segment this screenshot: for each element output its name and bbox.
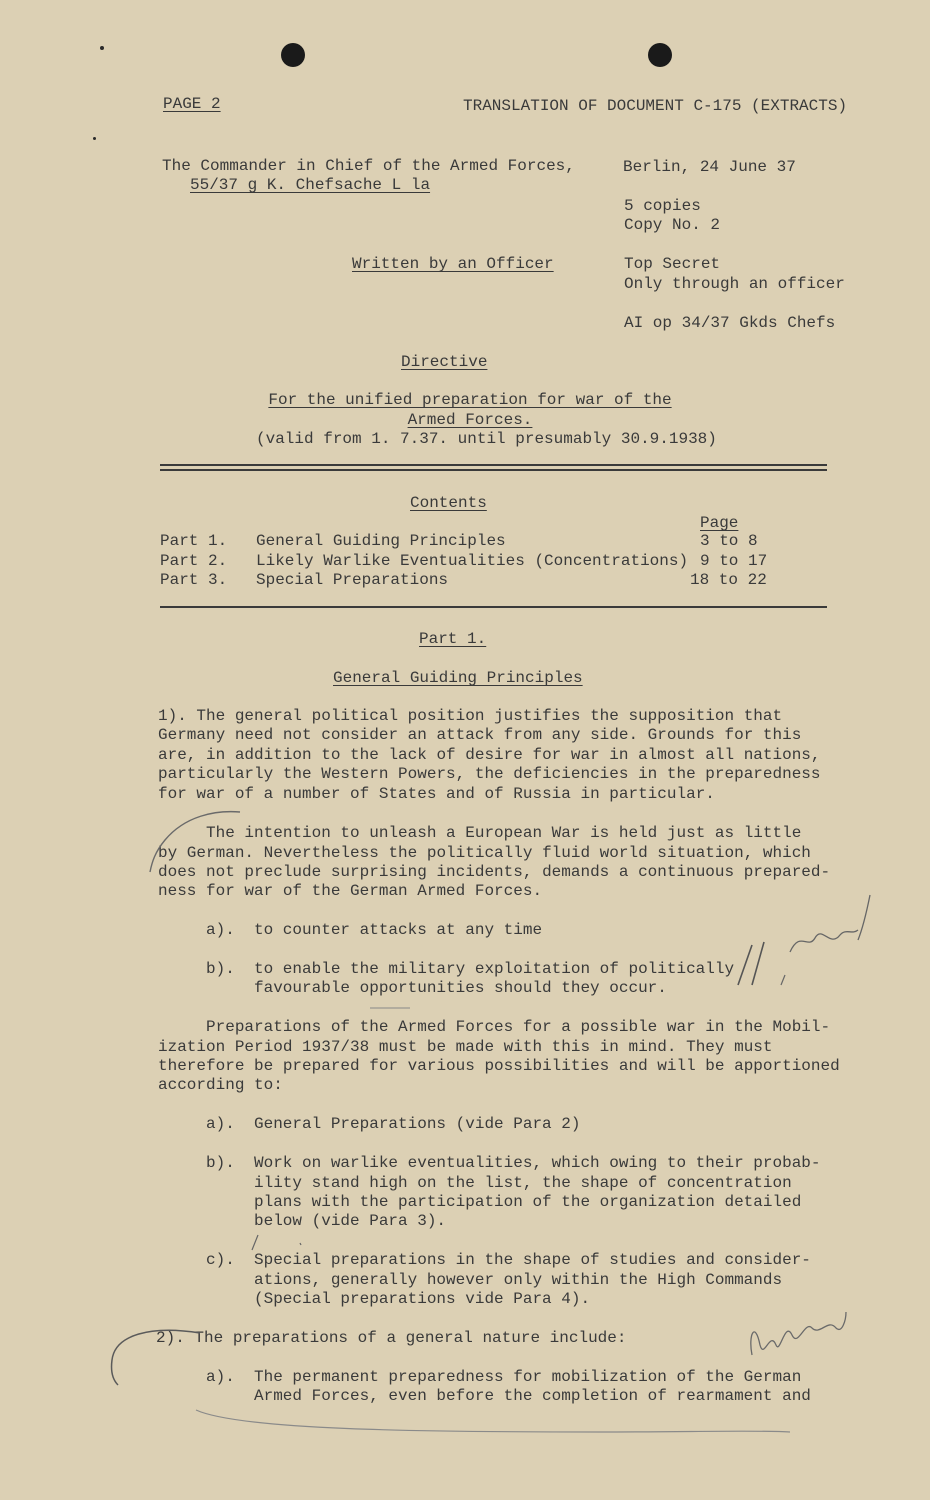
part1-heading: Part 1.: [419, 630, 487, 648]
contents-part: Part 3.: [160, 571, 228, 589]
list-label: b).: [206, 960, 235, 978]
copies: 5 copies: [624, 197, 701, 215]
list-line: ations, generally however only within the High Commands: [254, 1271, 783, 1289]
speck: [93, 137, 96, 140]
punch-hole-right: [648, 43, 672, 67]
place-date: Berlin, 24 June 37: [623, 158, 796, 176]
copy-number: Copy No. 2: [624, 216, 721, 234]
para1-line: are, in addition to the lack of desire for war in almost all nations,: [158, 746, 821, 764]
operation-reference: AI op 34/37 Gkds Chefs: [624, 314, 836, 332]
double-rule-bottom: [160, 469, 827, 471]
list-label: a).: [206, 1115, 235, 1133]
directive-subtitle-2: Armed Forces.: [407, 411, 533, 429]
list-line: ility stand high on the list, the shape of concentration: [254, 1174, 792, 1192]
reference: 55/37 g K. Chefsache L la: [190, 176, 431, 194]
list-label: c).: [206, 1251, 235, 1269]
contents-name: General Guiding Principles: [256, 532, 506, 550]
contents-pages: 18 to 22: [690, 571, 767, 589]
contents-title: Contents: [410, 494, 487, 512]
list-line: below (vide Para 3).: [254, 1212, 447, 1230]
sender: The Commander in Chief of the Armed Forces,: [162, 157, 575, 175]
contents-page-header: Page: [700, 514, 739, 532]
contents-name: Special Preparations: [256, 571, 449, 589]
list-label: a).: [206, 1368, 235, 1386]
contents-part: Part 1.: [160, 532, 228, 550]
document-title: TRANSLATION OF DOCUMENT C-175 (EXTRACTS): [463, 97, 848, 115]
para1-line: for war of a number of States and of Russia in particular.: [158, 785, 715, 803]
list-line: General Preparations (vide Para 2): [254, 1115, 581, 1133]
list-line: Armed Forces, even before the completion of rearmament and: [254, 1387, 811, 1405]
para3-line: according to:: [158, 1076, 283, 1094]
contents-rule: [160, 606, 827, 608]
list-line: to enable the military exploitation of politically: [254, 960, 735, 978]
classification: Top Secret: [624, 255, 721, 273]
list-line: favourable opportunities should they occur.: [254, 979, 667, 997]
list-line: The permanent preparedness for mobilization of the German: [254, 1368, 802, 1386]
para1-line: Germany need not consider an attack from any side. Grounds for this: [158, 726, 802, 744]
para3-line: ization Period 1937/38 must be made with this in mind. They must: [158, 1038, 773, 1056]
double-rule-top: [160, 464, 827, 466]
directive-title: Directive: [401, 353, 488, 371]
pencil-scribble-top: [790, 895, 870, 952]
pencil-mark-c: [252, 1235, 301, 1250]
list-label: b).: [206, 1154, 235, 1172]
list-line: Work on warlike eventualities, which owing to their probab-: [254, 1154, 821, 1172]
pencil-tick-b: [781, 975, 785, 985]
page-number: PAGE 2: [163, 95, 221, 113]
list-line: to counter attacks at any time: [254, 921, 543, 939]
directive-validity: (valid from 1. 7.37. until presumably 30.9.1938): [256, 430, 717, 448]
directive-subtitle-1: For the unified preparation for war of the: [268, 391, 672, 409]
handling: Only through an officer: [624, 275, 845, 293]
para4-line: 2). The preparations of a general nature include:: [156, 1329, 627, 1347]
para2-line: by German. Nevertheless the politically fluid world situation, which: [158, 844, 811, 862]
para3-line: therefore be prepared for various possibilities and will be apportioned: [158, 1057, 840, 1075]
list-label: a).: [206, 921, 235, 939]
para2-line: does not preclude surprising incidents, demands a continuous prepared-: [158, 863, 831, 881]
part1-subheading: General Guiding Principles: [333, 669, 583, 687]
contents-name: Likely Warlike Eventualities (Concentrations): [256, 552, 689, 570]
para2-line: ness for war of the German Armed Forces.: [158, 882, 543, 900]
speck: [100, 46, 104, 50]
pencil-double-stroke: [738, 942, 764, 985]
contents-pages: 9 to 17: [700, 552, 768, 570]
punch-hole-left: [281, 43, 305, 67]
list-line: (Special preparations vide Para 4).: [254, 1290, 591, 1308]
list-line: plans with the participation of the organization detailed: [254, 1193, 802, 1211]
list-line: Special preparations in the shape of studies and consider-: [254, 1251, 811, 1269]
para1-line: particularly the Western Powers, the deficiencies in the preparedness: [158, 765, 821, 783]
pencil-underline-bottom: [196, 1410, 790, 1432]
pencil-scribble-bottom: [751, 1312, 846, 1355]
para3-line: Preparations of the Armed Forces for a possible war in the Mobil-: [158, 1018, 831, 1036]
para1-line: 1). The general political position justifies the supposition that: [158, 707, 783, 725]
contents-part: Part 2.: [160, 552, 228, 570]
written-by: Written by an Officer: [352, 255, 554, 273]
contents-pages: 3 to 8: [700, 532, 758, 550]
para2-line: The intention to unleash a European War is held just as little: [158, 824, 802, 842]
